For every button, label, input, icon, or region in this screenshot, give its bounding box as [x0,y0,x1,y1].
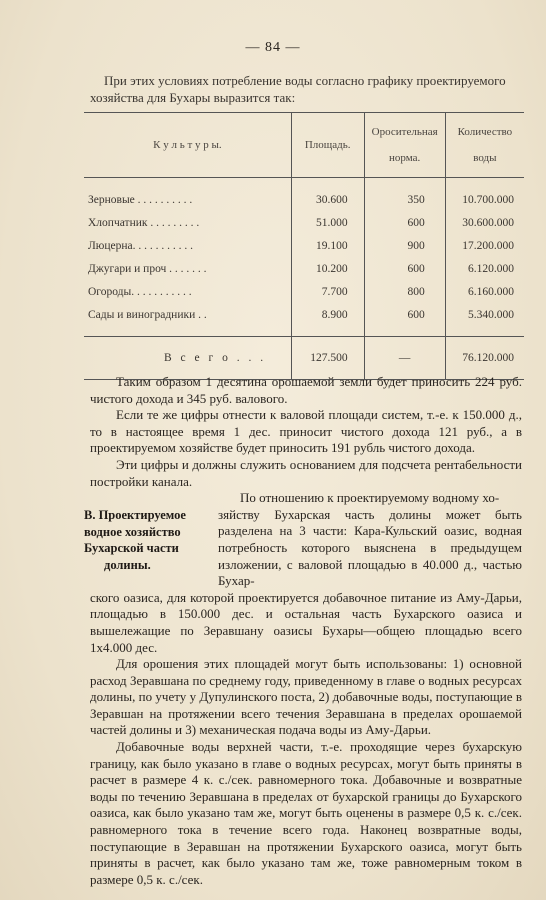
volume-value: 6.120.000 [445,257,524,280]
area-value: 10.200 [291,257,364,280]
crop-name: Сады и виноградники . . [88,308,207,321]
water-consumption-table [84,112,524,380]
crop-name: Джугари и проч . . . . . . . [88,262,207,275]
table-row [84,211,524,234]
paragraph: Если те же цифры отнести к валовой площади систем, т.-е. к 150.000 д., то в настоящее время 1 дес. приносит чистого дохода 121 руб., а в проектируемом хозяйстве будет приносить 191 рубль чистого дохода. [90,407,522,456]
sidenote-line: долины. [104,557,151,572]
paragraph: зяйству Бухарская часть долины может быть разделена на 3 части: Кара-Кульский оазис, водная потребность которого выяснена в предыдущем изложении, с валовой площадью в 40.000 д., частью Бухар- [218,506,522,589]
table-row [84,188,524,211]
volume-value: 17.200.000 [445,234,524,257]
paragraph: Таким образом 1 десятина орошаемой земли будет приносить 224 руб. чистого дохода и 345 руб. валового. [90,374,522,406]
paragraph: Добавочные воды верхней части, т.-е. проходящие через бухарскую границу, как было указано в главе о водных ресурсах, могут быть приняты в расчет в размере 4 к. с./сек. равномерного тока. Добавочные и возвратные воды по течению Зеравшана в пределах от бухарской границы до Бухарского оазиса, как было указано там же, могут быть оценены в размере 0,5 к. с./сек. равномерного тока в течение всего года. Наконец возвратные воды, поступающие в Зеравшан на протяжении Бухарского оазиса, могут быть приняты в расчет, как было указано там же, тоже равномерным током в размере 0,5 к. с./сек. [90,739,522,887]
norm-value: 900 [364,234,445,257]
volume-value: 30.600.000 [445,211,524,234]
total-volume: 76.120.000 [445,337,524,380]
paragraph: По отношению к проектируемому водному хо- [240,490,500,506]
table-row [84,234,524,257]
area-value: 30.600 [291,188,364,211]
table-row [84,257,524,280]
area-value: 7.700 [291,280,364,303]
crop-name: Огороды. . . . . . . . . . . [88,285,192,298]
paragraph: Эти цифры и должны служить основанием для подсчета рентабельности постройки канала. [90,456,522,489]
header-norm: Оросительная норма. [364,113,445,178]
norm-value: 350 [364,188,445,211]
area-value: 51.000 [291,211,364,234]
sidenote-line: Бухарской части [84,541,179,556]
total-label: В с е г о . . . [84,337,291,380]
norm-value: 600 [364,211,445,234]
sidenote-line: водное хозяйство [84,524,181,539]
sidenote-line: В. Проектируемое [84,508,186,522]
total-area: 127.500 [291,337,364,380]
total-norm: — [364,337,445,380]
volume-value: 5.340.000 [445,303,524,326]
volume-value: 10.700.000 [445,188,524,211]
table-header [84,113,524,178]
norm-value: 600 [364,257,445,280]
body-text [90,374,522,888]
section-sidenote [84,507,212,573]
norm-value: 800 [364,280,445,303]
table-row [84,303,524,326]
paragraph: ского оазиса, для которой проектируется добавочное питание из Аму-Дарьи, площадью в 150.000 дес. и остальная часть Бухарского оазиса и вышележащие по Зеравшану оазисы Бухары—общею площадью всего 1х4.000 дес. [90,589,522,655]
crop-name: Хлопчатник . . . . . . . . . [88,216,200,229]
table-row [84,280,524,303]
area-value: 19.100 [291,234,364,257]
header-area: Площадь. [291,113,364,178]
page-number: — 84 — [245,40,301,55]
header-volume: Количество воды [445,113,524,178]
paragraph: Для орошения этих площадей могут быть использованы: 1) основной расход Зеравшана по среднему году, приведенному в главе о водных ресурсах долины, по учету у Дупулинского поста, 2) добавочные воды, поступающие в Зеравшан на протяжении всего течения Зеравшана в пределах орошаемой частей долины и 3) механическая подача воды из Аму-Дарьи. [90,656,522,738]
crop-name: Зерновые . . . . . . . . . . [88,193,193,206]
norm-value: 600 [364,303,445,326]
area-value: 8.900 [291,303,364,326]
intro-text: При этих условиях потребление воды согласно графику проектируемого хозяйства для Бухары выразится так: [90,73,506,105]
volume-value: 6.160.000 [445,280,524,303]
header-crops: К у л ь т у р ы. [153,139,222,151]
crop-name: Люцерна. . . . . . . . . . . [88,239,194,252]
